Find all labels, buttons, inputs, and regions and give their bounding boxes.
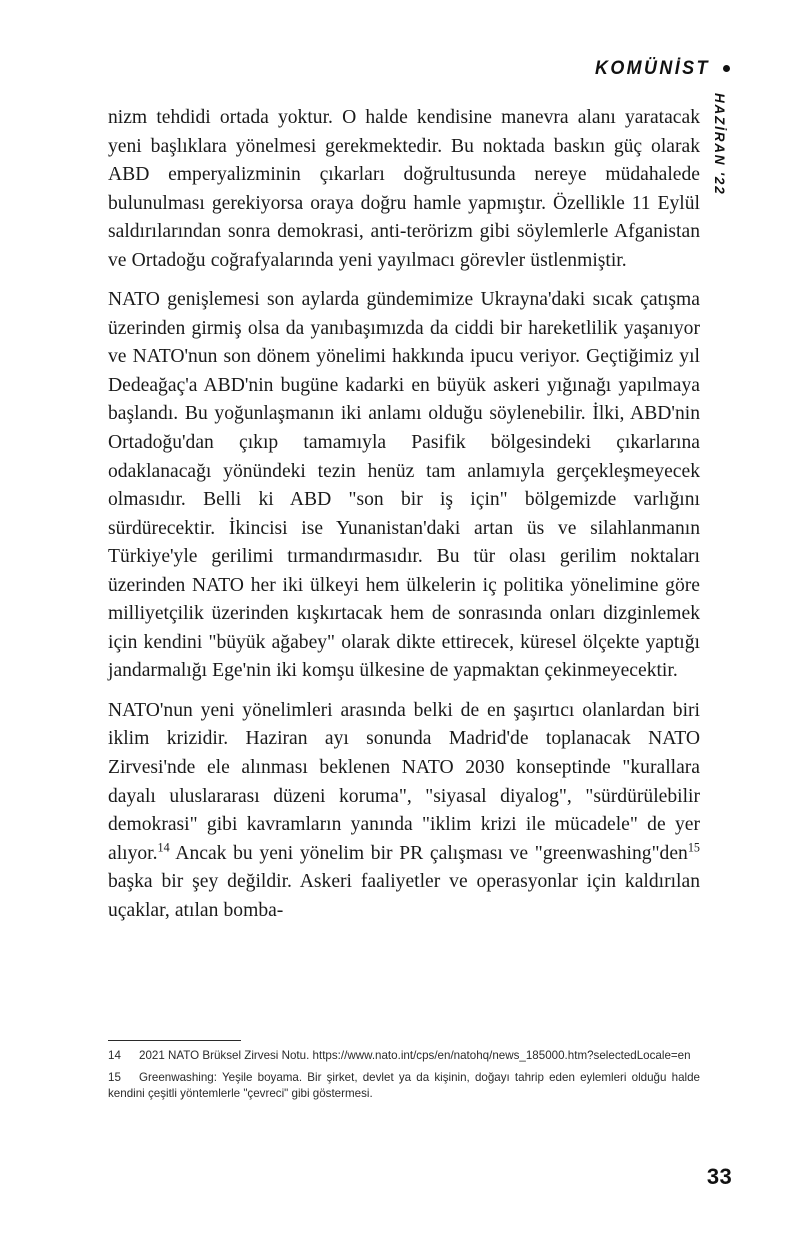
footnote-ref-15[interactable]: 15 (687, 840, 700, 855)
paragraph-2: NATO genişlemesi son aylarda gündemimize Ukrayna'daki sıcak çatışma üzerinden girmiş olsa da yanıbaşımızda da ciddi bir hareketlilik yaşanıyor ve NATO'nun son dönem yönelimi hakkında ipucu veriyor. Geçtiğimiz yıl Dedeağaç'a ABD'nin bugüne kadarki en büyük askeri yığınağı yapılmaya başlandı. Bu yoğunlaşmanın iki anlamı olduğu söylenebilir. İlki, ABD'nin Ortadoğu'dan çıkıp tamamıyla Pasifik bölgesindeki çıkarlarına odaklanacağı yönündeki tezin henüz tam anlamıyla gerçekleşmeyecek olmasıdır. Belli ki ABD "son bir iş için" bölgemizde varlığını sürdürecektir. İkincisi ise Yunanistan'daki artan üs ve silahlanmanın Türkiye'yle gerilimi tırmandırmasıdır. Bu tür olası gerilim noktaları üzerinden NATO her iki ülkeyi hem ülkelerin iç politika yönelimine göre milliyetçilik üzerinden kışkırtacak hem de sonrasında onları dizginlemek için kendini "büyük ağabey" olarak dikte ettirecek, küresel ölçekte yaptığı jandarmalığı Ege'nin iki komşu ülkesine de yapmaktan çekinmeyecektir. (108, 289, 700, 682)
paragraph-3-part-3: başka bir şey değildir. Askeri faaliyetler ve operasyonlar için kaldırılan uçaklar, atılan bomba- (108, 871, 700, 921)
footnote-item (108, 1048, 700, 1065)
paragraph-3 (108, 697, 700, 925)
running-head (585, 57, 730, 80)
body-text-block (108, 104, 700, 925)
footnote-text: Greenwashing: Yeşile boyama. Bir şirket, devlet ya da kişinin, doğayı tahrip eden eylemleri olduğu halde kendini çeşitli yöntemlerle "çevreci" gibi göstermesi. (108, 1070, 700, 1101)
bullet-dot-icon (723, 65, 730, 72)
masthead-title: KOMÜNİST (595, 57, 710, 79)
page-number: 33 (706, 1164, 732, 1189)
footnote-text: 2021 NATO Brüksel Zirvesi Notu. https://www.nato.int/cps/en/natohq/news_185000.htm?selectedLocale=en (139, 1049, 691, 1062)
issue-date-label: HAZİRAN '22 (712, 93, 727, 196)
footnote-separator-rule (108, 1040, 241, 1041)
footnote-section (108, 1040, 700, 1103)
paragraph-1: nizm tehdidi ortada yoktur. O halde kendisine manevra alanı yaratacak yeni başlıklara yönelmesi gerekmektedir. Bu noktada baskın güç olarak ABD emperyalizminin çıkarları doğrultusunda nereye müdahalede bulunulması gerekiyorsa oraya doğru hamle yapmıştır. Özellikle 11 Eylül saldırılarından sonra demokrasi, anti-terörizm gibi söylemlerle Afganistan ve Ortadoğu coğrafyalarında yeni yayılmacı görevler üstlenmiştir. (108, 107, 700, 271)
issue-date-container (714, 93, 738, 223)
paragraph-3-part-2: Ancak bu yeni yönelim bir PR çalışması ve "greenwashing"den (169, 842, 688, 864)
footnote-number: 15 (108, 1070, 121, 1084)
paragraph-3-part-1: NATO'nun yeni yönelimleri arasında belki de en şaşırtıcı olanlardan biri iklim krizidir. Haziran ayı sonunda Madrid'de toplanacak NATO Zirvesi'nde ele alınması beklenen NATO 2030 konseptinde "kurallara dayalı uluslararası düzeni koruma", "siyasal diyalog", "sürdürülebilir demokrasi" gibi kavramların yanında "iklim krizi ile mücadele" de yer alıyor. (108, 699, 700, 864)
footnote-item (108, 1070, 700, 1103)
footnote-number: 14 (108, 1049, 121, 1062)
footnote-ref-14[interactable]: 14 (157, 840, 170, 855)
